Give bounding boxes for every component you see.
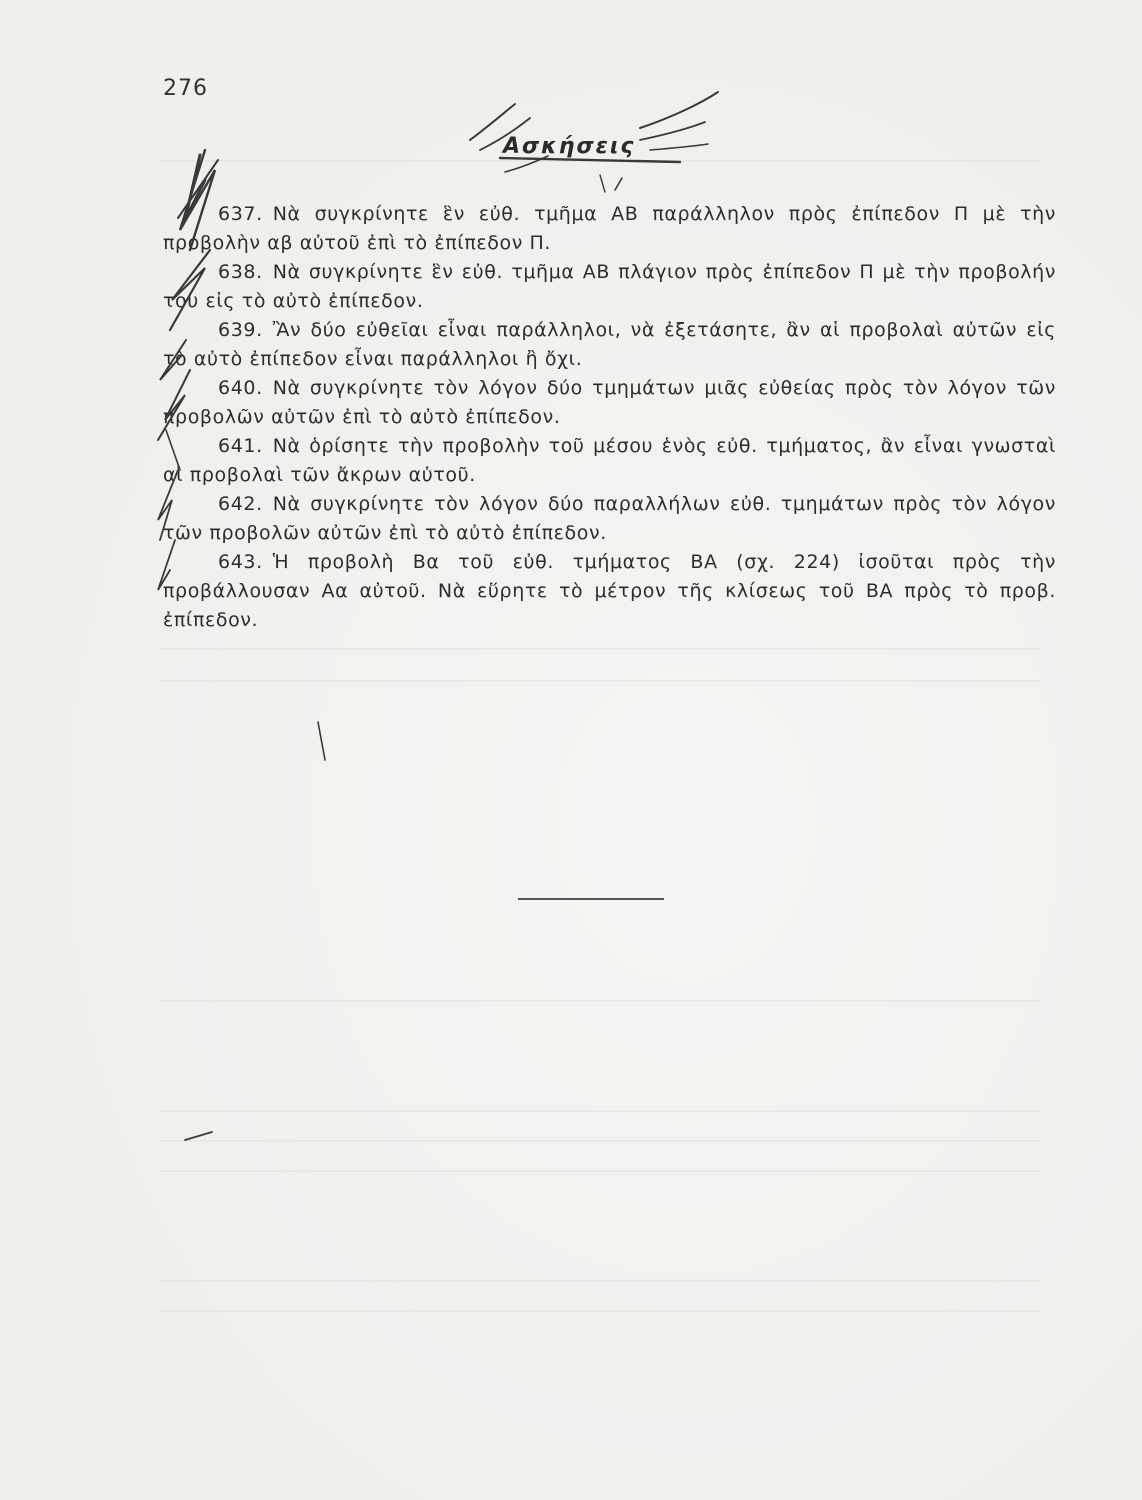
exercise-list [163, 200, 1056, 635]
exercise-text: Νὰ συγκρίνητε τὸν λόγον δύο παραλλήλων εὐθ. τμημάτων πρὸς τὸν λόγον τῶν προβολῶν αὐτῶν ἐπὶ τὸ αὐτὸ ἐπίπεδον. [163, 493, 1056, 544]
bleed-through-line [160, 160, 1040, 162]
exercise-text: Νὰ συγκρίνητε τὸν λόγον δύο τμημάτων μιᾶς εὐθείας πρὸς τὸν λόγον τῶν προβολῶν αὐτῶν ἐπὶ τὸ αὐτὸ ἐπίπεδον. [163, 377, 1056, 428]
exercise-number: 642. [218, 493, 263, 515]
bleed-through-line [160, 1110, 1040, 1112]
exercise-item [163, 200, 1056, 258]
exercise-item [163, 316, 1056, 374]
exercise-item [163, 548, 1056, 635]
bleed-through-line [160, 1140, 1040, 1142]
exercise-number: 641. [218, 435, 263, 457]
exercise-item [163, 258, 1056, 316]
bleed-through-line [160, 1280, 1040, 1282]
exercise-number: 639. [218, 319, 263, 341]
exercise-text: Νὰ συγκρίνητε ἓν εὐθ. τμῆμα ΑΒ παράλληλον πρὸς ἐπίπεδον Π μὲ τὴν προβολὴν αβ αὐτοῦ ἐπὶ τὸ ἐπίπεδον Π. [163, 203, 1056, 254]
exercise-text: Νὰ συγκρίνητε ἓν εὐθ. τμῆμα ΑΒ πλάγιον πρὸς ἐπίπεδον Π μὲ τὴν προβολήν του εἰς τὸ αὐτὸ ἐπίπεδον. [163, 261, 1056, 312]
exercise-number: 638. [218, 261, 263, 283]
exercise-item [163, 374, 1056, 432]
exercise-number: 637. [218, 203, 263, 225]
exercise-text: Ἂν δύο εὐθεῖαι εἶναι παράλληλοι, νὰ ἐξετάσητε, ἂν αἱ προβολαὶ αὐτῶν εἰς τὸ αὐτὸ ἐπίπεδον εἶναι παράλληλοι ἢ ὄχι. [163, 319, 1056, 370]
exercise-text: Νὰ ὁρίσητε τὴν προβολὴν τοῦ μέσου ἑνὸς εὐθ. τμήματος, ἂν εἶναι γνωσταὶ αἱ προβολαὶ τῶν ἄκρων αὐτοῦ. [163, 435, 1056, 486]
bleed-through-line [160, 648, 1040, 650]
bleed-through-line [160, 680, 1040, 682]
bleed-through-line [160, 1170, 1040, 1172]
exercise-number: 643. [218, 551, 263, 573]
exercise-item [163, 432, 1056, 490]
section-heading: Ασκήσεις [503, 134, 636, 159]
exercise-number: 640. [218, 377, 263, 399]
bleed-through-line [160, 1310, 1040, 1312]
bleed-through-line [160, 1000, 1040, 1002]
section-divider [518, 898, 664, 900]
page-number: 276 [163, 76, 208, 101]
exercise-item [163, 490, 1056, 548]
exercise-text: Ἡ προβολὴ Βα τοῦ εὐθ. τμήματος ΒΑ (σχ. 224) ἰσοῦται πρὸς τὴν προβάλλουσαν Αα αὐτοῦ. Νὰ εὕρητε τὸ μέτρον τῆς κλίσεως τοῦ ΒΑ πρὸς τὸ προβ. ἐπίπεδον. [163, 551, 1056, 631]
